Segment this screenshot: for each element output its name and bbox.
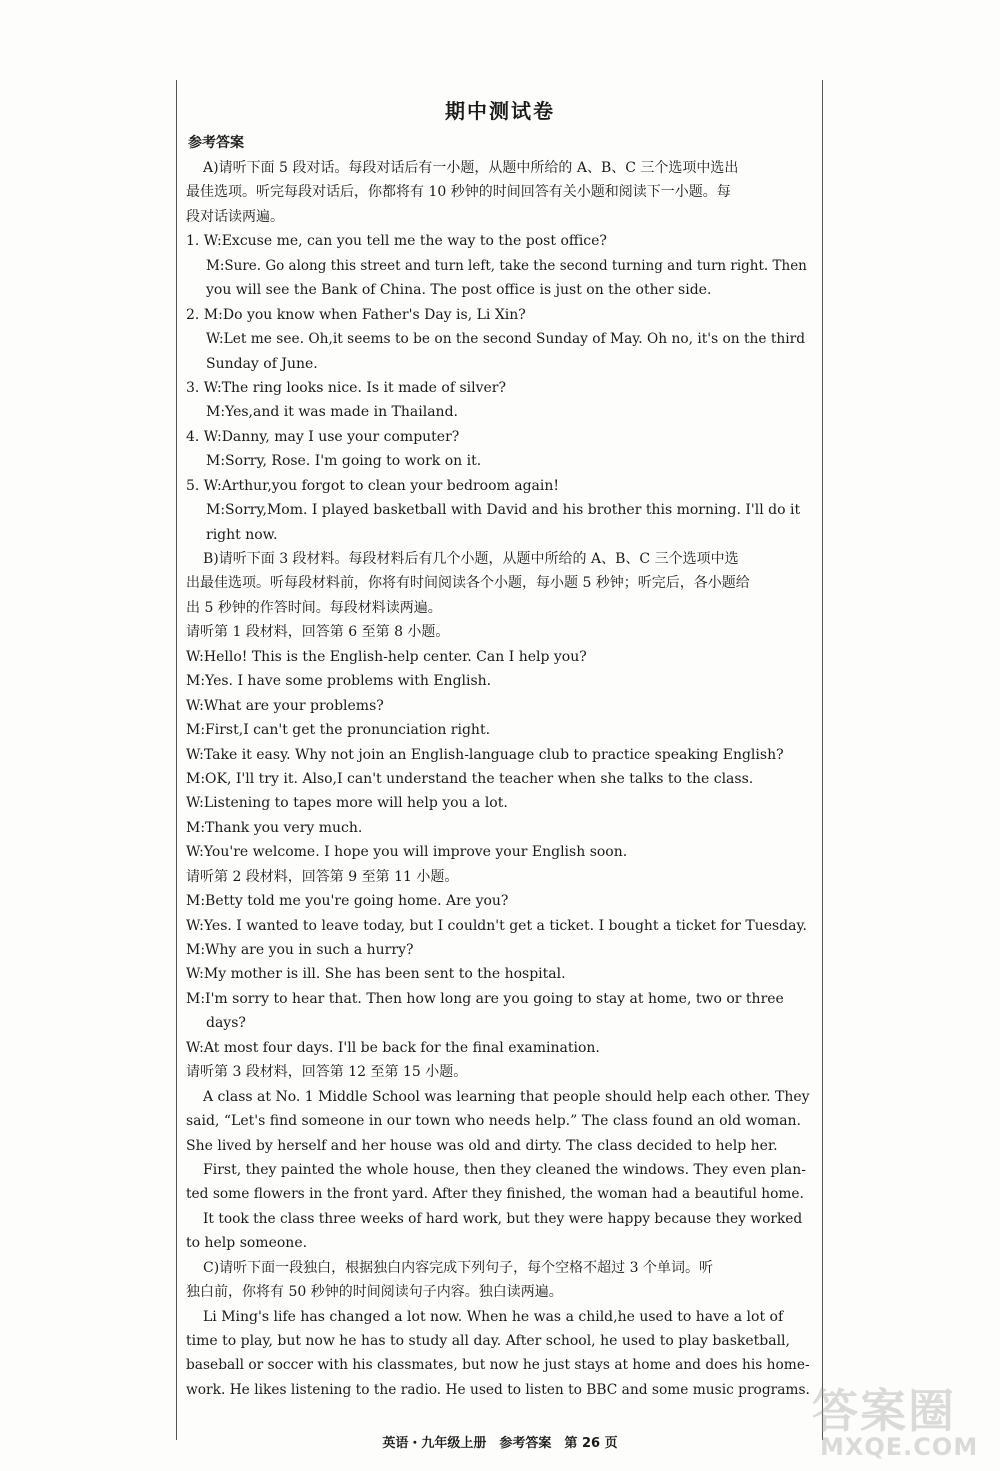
text-line: W:Hello! This is the English-help center. Can I help you? <box>186 648 587 665</box>
text-line: Sunday of June. <box>206 355 318 372</box>
answer-body <box>186 156 812 1402</box>
text-line: right now. <box>206 526 278 543</box>
text-line: M:Sorry,Mom. I played basketball with David and his brother this morning. I'll do it <box>206 502 801 519</box>
text-line: 出 5 秒钟的作答时间。每段材料读两遍。 <box>186 599 442 616</box>
text-line: M:Yes,and it was made in Thailand. <box>206 404 458 421</box>
text-line: W:Take it easy. Why not join an English-language club to practice speaking English? <box>186 746 784 763</box>
text-line: It took the class three weeks of hard work, but they were happy because they worked <box>203 1210 803 1227</box>
text-line: M:Sure. Go along this street and turn left, take the second turning and turn right. Then <box>206 257 807 274</box>
text-line: 独白前，你将有 50 秒钟的时间阅读句子内容。独白读两遍。 <box>186 1284 563 1301</box>
text-line: ted some flowers in the front yard. After they finished, the woman had a beautiful home. <box>186 1186 804 1203</box>
text-line: 段对话读两遍。 <box>186 208 284 225</box>
text-line: you will see the Bank of China. The post office is just on the other side. <box>206 282 712 299</box>
text-line: days? <box>206 1015 246 1032</box>
text-line: First, they painted the whole house, then they cleaned the windows. They even plan- <box>203 1161 806 1178</box>
watermark-logo <box>812 1375 992 1467</box>
text-line: 最佳选项。听完每段对话后，你都将有 10 秒钟的时间回答有关小题和阅读下一小题。每 <box>186 184 731 201</box>
text-line: C)请听下面一段独白，根据独白内容完成下列句子，每个空格不超过 3 个单词。听 <box>203 1259 713 1276</box>
text-line: 1. W:Excuse me, can you tell me the way to the post office? <box>186 233 607 250</box>
text-line: Li Ming's life has changed a lot now. When he was a child,he used to have a lot of <box>203 1308 784 1325</box>
text-line: work. He likes listening to the radio. He used to listen to BBC and some music programs. <box>186 1381 810 1398</box>
text-line: W:Let me see. Oh,it seems to be on the second Sunday of May. Oh no, it's on the third <box>206 331 806 348</box>
text-line: B)请听下面 3 段材料。每段材料后有几个小题，从题中所给的 A、B、C 三个选项中选 <box>203 551 739 567</box>
watermark-url: MXQE.COM <box>820 1433 979 1461</box>
text-line: baseball or soccer with his classmates, but now he just stays at home and does his home- <box>186 1357 810 1374</box>
left-margin-rule <box>176 80 177 1440</box>
text-line: 请听第 3 段材料，回答第 12 至第 15 小题。 <box>186 1064 468 1081</box>
text-line: 2. M:Do you know when Father's Day is, Li Xin? <box>186 306 526 323</box>
text-line: W:At most four days. I'll be back for the final examination. <box>186 1039 600 1056</box>
page-footer: 英语・九年级上册 参考答案 第 26 页 <box>382 1436 618 1451</box>
right-margin-rule <box>822 80 823 1440</box>
text-line: She lived by herself and her house was old and dirty. The class decided to help her. <box>186 1137 778 1154</box>
text-line: A class at No. 1 Middle School was learning that people should help each other. They <box>203 1088 810 1105</box>
text-line: W:Listening to tapes more will help you a lot. <box>186 795 508 812</box>
text-line: 请听第 2 段材料，回答第 9 至第 11 小题。 <box>186 868 459 885</box>
text-line: M:Betty told me you're going home. Are you? <box>186 893 509 910</box>
text-line: 3. W:The ring looks nice. Is it made of silver? <box>186 379 506 396</box>
text-line: W:My mother is ill. She has been sent to the hospital. <box>186 966 566 983</box>
text-line: M:Why are you in such a hurry? <box>186 942 414 958</box>
text-line: M:I'm sorry to hear that. Then how long are you going to stay at home, two or three <box>186 990 784 1007</box>
text-line: time to play, but now he has to study all day. After school, he used to play basketball, <box>186 1333 790 1349</box>
text-line: W:Yes. I wanted to leave today, but I couldn't get a ticket. I bought a ticket for Tuesday. <box>186 917 807 934</box>
text-line: W:What are your problems? <box>186 697 384 714</box>
text-line: 请听第 1 段材料，回答第 6 至第 8 小题。 <box>186 624 450 641</box>
text-line: W:You're welcome. I hope you will improve your English soon. <box>186 844 628 861</box>
text-line: to help someone. <box>186 1235 308 1252</box>
watermark-text: 答案圈 <box>812 1384 956 1438</box>
text-line: 4. W:Danny, may I use your computer? <box>186 428 460 445</box>
text-line: 出最佳选项。听每段材料前，你将有时间阅读各个小题，每小题 5 秒钟；听完后，各小题给 <box>186 575 750 592</box>
text-line: M:Yes. I have some problems with English. <box>186 673 492 690</box>
text-line: M:Sorry, Rose. I'm going to work on it. <box>206 453 482 470</box>
page-title: 期中测试卷 <box>445 99 555 123</box>
text-line: 5. W:Arthur,you forgot to clean your bedroom again! <box>186 477 560 494</box>
text-line: A)请听下面 5 段对话。每段对话后有一小题，从题中所给的 A、B、C 三个选项中选出 <box>203 160 739 176</box>
text-line: said, “Let's find someone in our town who needs help.” The class found an old woman. <box>186 1113 802 1130</box>
text-line: M:OK, I'll try it. Also,I can't understand the teacher when she talks to the class. <box>186 770 754 787</box>
text-line: M:First,I can't get the pronunciation right. <box>186 722 491 739</box>
text-line: M:Thank you very much. <box>186 819 363 836</box>
section-heading: 参考答案 <box>188 135 244 151</box>
